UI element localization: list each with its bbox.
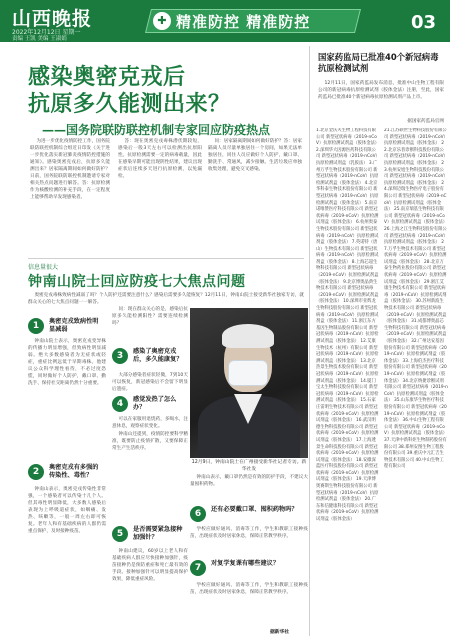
main-story-paragraph: 答：现在奥密克戎毒株潜伏期较短，感染后一般3天左右可以检测出抗原阳性。抗原检测需要一定的病毒载量，因此在感染早期可能出现阴性结果，建议出现症状后连续多天进行抗原检测，以免漏检。 (118, 139, 202, 179)
right-story-intro (318, 80, 444, 102)
answer-text-6 (190, 526, 308, 558)
question-title: 感觉发热了怎么办？ (133, 396, 177, 411)
answer-text-3 (112, 372, 188, 394)
question-title: 对复学复课有哪些建议？ (211, 560, 280, 567)
answer-paragraph: 可以在家服用退烧药，多喝水，注意休息，观察症状变化。 (112, 417, 188, 429)
question-heading-5 (112, 526, 188, 542)
question-heading-6 (190, 506, 308, 522)
question-number-badge: 1 (28, 318, 44, 334)
answer-text-4 (112, 416, 188, 524)
right-story-credit: 据国家药监局官网 (407, 119, 444, 124)
question-title: 还有必要戴口罩、囤积药物吗？ (211, 506, 298, 513)
answer-paragraph: 钟南山院士表示，奥密克戎变异株的传播力明显增强，但致病性明显减弱。绝大多数感染者为无症状或轻症，重症比例远低于早期毒株。他建议公众科学理性看待，不必过度恐慌，同时做好个人防护，戴口罩、勤洗手、保持社交距离仍然十分重要。 (28, 339, 106, 386)
answer-text-7 (190, 582, 308, 632)
question-heading-4 (112, 396, 188, 412)
reagent-list (314, 128, 448, 636)
section-divider (28, 258, 304, 259)
reagent-list-column-2: 21.江苏硕世生物科技股份有限公司 新型冠状病毒（2019-nCoV）抗原检测试剂盒（胶体金法） 22.北京乐普诊断科技股份有限公司 新型冠状病毒（2019-nCoV）抗原检测试剂盒（胶体金法） 23.杭州安旭生物科技股份有限公司 新型冠状病毒（2019-nCoV）抗原检测试剂盒（胶体金法） 24.深圳迈瑞生物医疗电子股份有限公司 新型冠状病毒（2019-nCoV）抗原检测试剂盒（胶体金法） 25.南京瑞基生物科技有限公司 新型冠状病毒（2019-nCoV）抗原检测试剂盒（胶体金法） 26.上海之江生物科技股份有限公司 新型冠状病毒（2019-nCoV）抗原检测试剂盒（胶体金法） 27.万孚生物技术有限公司 新型冠状病毒（2019-nCoV）抗原检测试剂盒（胶体金法） 28.北京万泰生物药业股份有限公司 新型冠状病毒（2019-nCoV）抗原检测试剂盒（胶体金法） 29.浙江艾康生物技术有限公司 新型冠状病毒（2019-nCoV）抗原检测试剂盒（胶体金法） 30.苏州新波生物技术有限公司 新型冠状病毒（2019-nCoV）抗原检测试剂盒（胶体金法） 31.成都博奥晶芯生物科技有限公司 新型冠状病毒（2019-nCoV）抗原检测试剂盒（胶体金法） 32.广州达安基因股份有限公司 新型冠状病毒（2019-nCoV）抗原检测试剂盒（胶体金法） 33.上海伯杰医疗科技股份有限公司 新型冠状病毒（2019-nCoV）抗原检测试剂盒（胶体金法） 34.北京纳捷诊断试剂有限公司 新型冠状病毒（2019-nCoV）抗原检测试剂盒（胶体金法） 35.山东康华生物医疗科技股份有限公司 新型冠状病毒（2019-nCoV）抗原检测试剂盒（胶体金法） 36.中山生物工程有限公司 新型冠状病毒（2019-nCoV）抗原检测试剂盒（胶体金法） 37.天津中新科炬生物制药股份有限公司 38.郑州安图生物工程股份有限公司 39.重庆中元汇吉生物技术有限公司 40.中山生物工程有限公司 (384, 128, 448, 470)
photo-hair (222, 324, 274, 348)
main-story-paragraph: 为进一步优化疫情防控工作，国务院联防联控机制综合组近日印发《关于进一步优化落实新冠肺炎疫情防控措施的通知》。感染奥密克戎后，抗原多久能测出来？居家隔离期间如何做好防护？日前，国务院联防联控机制邀请专家对相关热点问题进行解答。答：抗原检测作为核酸检测的补充手段，在一定程度上能够帮助早发现感染者。 (30, 139, 110, 200)
headline-line-1: 感染奥密克戎后 (28, 65, 186, 90)
column-divider (309, 46, 310, 636)
photo-caption: 12月9日，钟南山院士在广州接受新华社记者专访。新华社发 (191, 460, 307, 472)
answer-paragraph: 学校应做好通风、消毒等工作，学生和教职工接种疫苗，出现症状及时居家休息，保障正常教学秩序。 (190, 527, 308, 539)
story-kicker: 信息量很大 (28, 264, 59, 271)
question-heading-7 (190, 560, 308, 576)
photo-face-mask (228, 360, 268, 386)
question-number-badge: 2 (28, 464, 44, 480)
question-number-badge: 6 (190, 506, 206, 522)
section-slogan: 精准防控 精准防控 (176, 13, 311, 31)
second-story-title: 钟南山院士回应防疫七大焦点问题 (28, 274, 246, 290)
question-number-badge: 5 (112, 526, 128, 542)
headline-line-2: 抗原多久能测出来？ (28, 92, 231, 117)
main-story-column-2 (118, 138, 202, 256)
newspaper-brand: 山西晚报 (12, 8, 93, 30)
main-story-paragraph: 问：居家隔离期间如何做好防护？答：居家隔离人员尽量单独居住一个房间，如果无法单独居住，同住人员应做好个人防护，戴口罩、勤洗手、常通风，减少接触。生活垃圾应单独收集处理，避免交叉感染。 (208, 139, 302, 172)
answer-text-2 (28, 486, 106, 636)
main-story-column-1 (30, 138, 110, 256)
question-title: 感染了奥密克戎后，多久能康复？ (133, 348, 183, 363)
answer-paragraph: 学校应做好通风、消毒等工作，学生和教职工接种疫苗，出现症状及时居家休息，保障正常教学秩序。 (190, 583, 308, 595)
answer-text-1 (28, 338, 106, 460)
answer-paragraph: 钟南山表示，戴口罩仍然是有效的防护手段，不建议大量囤积药物。 (190, 475, 308, 487)
answer-text-5 (112, 548, 188, 636)
main-story-column-3 (208, 138, 302, 256)
reagent-list-column-1: 1.北京金沃夫生物工程科技有限公司 新型冠状病毒（2019-nCoV）抗原检测试剂盒（胶体金法） 2.深圳华大因源医药科技有限公司 新型冠状病毒（2019-nCoV）抗原检测试剂盒（乳胶法） 3.广州万孚生物技术股份有限公司 新型冠状病毒（2019-nCoV）抗原检测试剂盒（胶体金法） 4.北京华科泰生物技术股份有限公司 新型冠状病毒（2019-nCoV）抗原检测试剂盒（胶体金法） 5.南京诺唯赞医疗科技有限公司 新型冠状病毒（2019-nCoV）抗原检测试剂盒（胶体金法） 6.杭州奥泰生物技术股份有限公司 新型冠状病毒（2019-nCoV）抗原检测试剂盒（胶体金法） 7.英诺特（唐山）生物技术有限公司 新型冠状病毒（2019-nCoV）抗原检测试剂盒（胶体金法） 8.上海芯超生物科技有限公司 新型冠状病毒（2019-nCoV）抗原检测试剂盒（胶体金法） 9.北京博奥晶典生物技术有限公司 新型冠状病毒（2019-nCoV）抗原检测试剂盒（胶体金法） 10.深圳市亚辉龙生物科技股份有限公司 新型冠状病毒（2019-nCoV）抗原检测试剂盒（胶体金法） 11.浙江东方基因生物制品股份有限公司 新型冠状病毒（2019-nCoV）抗原检测试剂盒（胶体金法） 12.艾康生物技术（杭州）有限公司 新型冠状病毒（2019-nCoV）抗原检测试剂盒（胶体金法） 13.北京热景生物技术股份有限公司 新型冠状病毒（2019-nCoV）抗原检测试剂盒（胶体金法） 14.厦门宝太生物科技股份有限公司 新型冠状病毒（2019-nCoV）抗原检测试剂盒（胶体金法） 15.石家庄雷明生物技术有限公司 新型冠状病毒（2019-nCoV）抗原检测试剂盒（胶体金法） 16.武汉明德生物科技股份有限公司 新型冠状病毒（2019-nCoV）抗原检测试剂盒（胶体金法） 17.上海透景生命科技股份有限公司 新型冠状病毒（2019-nCoV）抗原检测试剂盒（胶体金法） 18.安徽深蓝医疗科技股份有限公司 新型冠状病毒（2019-nCoV）抗原检测试剂盒（胶体金法） 19.天津博奥赛斯生物科技股份有限公司 新型冠状病毒（2019-nCoV）抗原检测试剂盒（胶体金法） 20.广东和信健康科技有限公司 新型冠状病毒（2019-nCoV）抗原检测试剂盒（胶体金法） (316, 128, 380, 523)
answer-paragraph: 钟南山还提到，疫情防控要科学精准，既要防止疫情扩散，又要保障正常生产生活秩序。 (112, 432, 188, 451)
question-number-badge: 4 (112, 396, 128, 412)
page-number: 03 (410, 12, 436, 33)
second-story-intro (28, 292, 304, 307)
question-title: 奥密克戎致病性明显减弱 (49, 318, 99, 333)
answer-paragraph: 钟南山表示，奥密克戎传染性非常强，一个感染者可以传染十几个人。但其毒性明显降低，大多数人感染后表现为上呼吸道症状，如咽痛、发热、咳嗽等，一般一周左右即可恢复。老年人和有基础疾病的人群仍需重点保护，及时接种疫苗。 (28, 487, 106, 534)
second-story-intro-text: 奥密克戎毒株致病性减弱了吗？个人防护还需要注意什么？感染后需要多久能恢复？12月11日，钟南山院士接受新华社独家专访，就群众关心的七大焦点问题一一解答。 (28, 293, 304, 305)
answer-text-lead (112, 306, 188, 346)
answer-text-after-photo (190, 474, 308, 504)
question-title: 是否需要紧急接种加强针？ (133, 526, 183, 541)
editors-line: 责编 王凯 美编 王淑娟 (12, 36, 67, 42)
right-story-intro-text: 12月11日，国家药监局发布消息，批准中山生物工程有限公司的新冠病毒抗原检测试剂（胶体金法）注册，至此，国家药监局已批准40个新冠病毒抗原检测试剂产品上市。 (318, 81, 444, 100)
question-number-badge: 7 (190, 560, 206, 576)
right-story-title: 国家药监局已批准40个新冠病毒抗原检测试剂 (318, 52, 439, 73)
shield-icon: ✚ (153, 12, 171, 30)
portrait-photo (190, 308, 308, 458)
article-source: 据新华社 (270, 630, 290, 635)
question-heading-1 (28, 318, 104, 334)
question-heading-3 (112, 348, 188, 364)
main-headline (28, 64, 298, 118)
main-subhead: ——国务院联防联控机制专家回应防疫热点 (42, 123, 271, 137)
question-title: 奥密克戎有多强的传染性、毒性？ (49, 464, 99, 479)
issue-date: 2022年12月12日 星期一 (12, 29, 81, 36)
answer-paragraph: 钟南山建议，60岁以上老人和有基础疾病人群应尽快接种加强针，疫苗接种仍是预防重症和死亡最有效的手段。接种加强针可以明显提高保护效果，降低重症风险。 (112, 549, 188, 582)
answer-paragraph: 大部分感染者症状轻微，7到10天可以恢复，新冠感染后不会留下明显后遗症。 (112, 373, 188, 392)
answer-paragraph: 问：现在群众关心的是，感染后抗原多久能检测阳性？需要连续检测吗？ (112, 307, 188, 326)
question-number-badge: 3 (112, 348, 128, 364)
question-heading-2 (28, 464, 104, 480)
masthead (0, 0, 450, 42)
